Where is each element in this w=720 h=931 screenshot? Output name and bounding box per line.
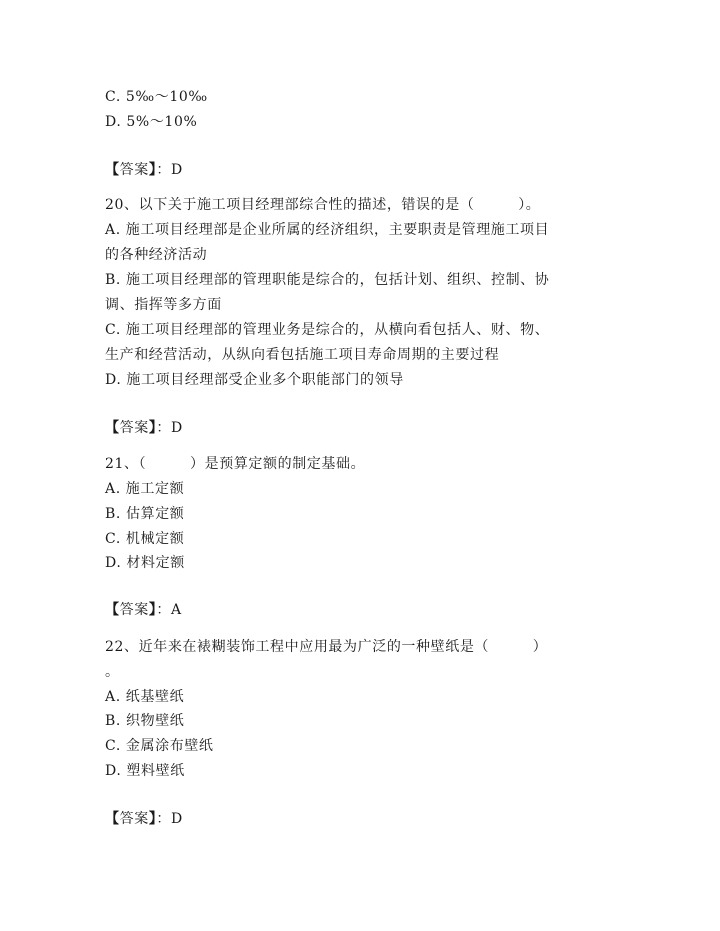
q20-option-c: C. 施工项目经理部的管理业务是综合的，从横向看包括人、财、物、: [105, 322, 550, 338]
answer-value: A: [171, 602, 182, 618]
option-c-prev: C. 5‰～10‰: [105, 89, 208, 105]
q22-option-a: A. 纸基壁纸: [105, 689, 185, 705]
question-21-stem: 21、（ ）是预算定额的制定基础。: [105, 456, 366, 472]
answer-label: 答案: [119, 162, 149, 178]
q20-option-a-cont: 的各种经济活动: [105, 247, 208, 263]
question-20-stem: 20、以下关于施工项目经理部综合性的描述，错误的是（ ）。: [105, 197, 541, 213]
q20-option-a: A. 施工项目经理部是企业所属的经济组织，主要职责是管理施工项目: [105, 222, 550, 238]
q20-option-d: D. 施工项目经理部受企业多个职能部门的领导: [105, 372, 404, 388]
q21-option-d: D. 材料定额: [105, 555, 185, 571]
answer-label: 答案: [119, 420, 149, 436]
answer-label: 答案: [119, 602, 149, 618]
q20-option-b-cont: 调、指挥等多方面: [105, 297, 222, 313]
q20-option-b: B. 施工项目经理部的管理职能是综合的，包括计划、组织、控制、协: [105, 272, 550, 288]
answer-line-21: 【答案】：A: [105, 602, 182, 618]
question-22-stem: 22、近年来在裱糊装饰工程中应用最为广泛的一种壁纸是（ ）: [105, 639, 548, 655]
q22-option-d: D. 塑料壁纸: [105, 763, 185, 779]
answer-value: D: [171, 420, 183, 436]
answer-line-19: 【答案】：D: [105, 162, 183, 178]
q22-option-c: C. 金属涂布壁纸: [105, 738, 214, 754]
q21-option-b: B. 估算定额: [105, 506, 185, 522]
answer-value: D: [171, 811, 183, 827]
answer-value: D: [171, 162, 183, 178]
question-22-stem-cont: 。: [105, 664, 120, 680]
answer-line-22: 【答案】：D: [105, 811, 183, 827]
q20-option-c-cont: 生产和经营活动，从纵向看包括施工项目寿命周期的主要过程: [105, 347, 500, 363]
option-d-prev: D. 5%～10%: [105, 114, 198, 130]
q22-option-b: B. 织物壁纸: [105, 713, 185, 729]
q21-option-a: A. 施工定额: [105, 481, 185, 497]
q21-option-c: C. 机械定额: [105, 531, 185, 547]
answer-label: 答案: [119, 811, 149, 827]
answer-line-20: 【答案】：D: [105, 420, 183, 436]
